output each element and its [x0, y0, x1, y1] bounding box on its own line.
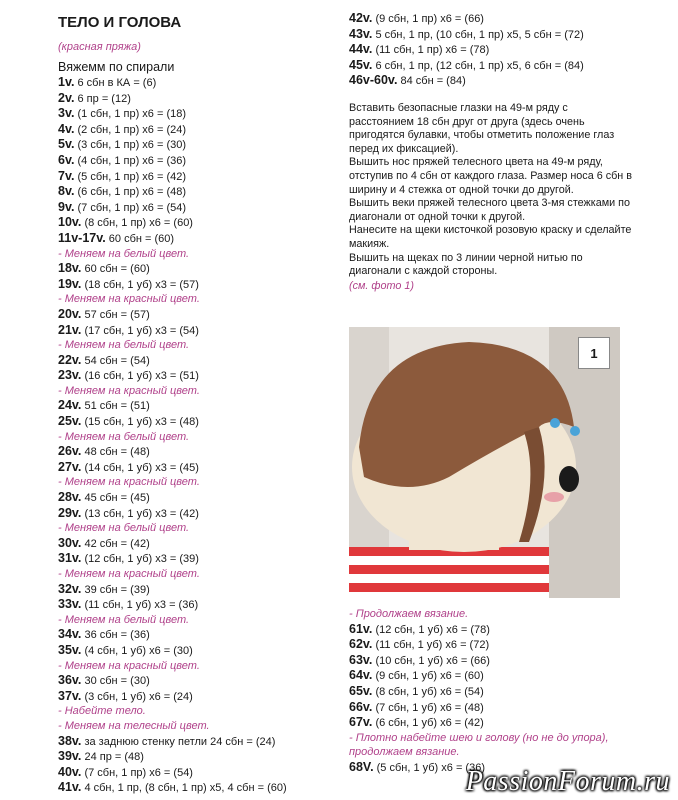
instruction-paragraph: Нанесите на щеки кисточкой розовую краску и сделайте макияж. — [349, 224, 632, 250]
pattern-note: - Меняем на телесный цвет. — [58, 719, 210, 732]
pattern-row — [58, 231, 333, 247]
row-instruction: 54 сбн = (54) — [81, 354, 150, 367]
pattern-row — [58, 106, 333, 122]
row-number: 66v. — [349, 699, 373, 714]
row-number: 43v. — [349, 26, 373, 41]
row-number: 26v. — [58, 444, 82, 459]
row-instruction: (11 сбн, 1 пр) х6 = (78) — [372, 44, 490, 57]
pattern-row — [58, 368, 333, 384]
left-row-list — [58, 75, 333, 796]
pattern-row — [58, 490, 333, 506]
pattern-note: - Меняем на белый цвет. — [58, 522, 190, 535]
row-number: 18v. — [58, 261, 82, 276]
photo-reference: (см. фото 1) — [349, 279, 415, 292]
doll-photo — [349, 327, 620, 598]
row-number: 7v. — [58, 168, 75, 183]
pattern-row — [349, 715, 634, 731]
row-number: 36v. — [58, 673, 82, 688]
row-number: 25v. — [58, 414, 82, 429]
row-number: 46v-60v. — [349, 73, 398, 88]
pattern-note: - Меняем на белый цвет. — [58, 613, 190, 626]
row-number: 27v. — [58, 459, 82, 474]
row-number: 32v. — [58, 581, 82, 596]
row-number: 21v. — [58, 322, 82, 337]
row-instruction: 24 пр = (48) — [81, 751, 144, 764]
row-instruction: 39 сбн = (39) — [81, 583, 150, 596]
pattern-row — [349, 700, 634, 716]
pattern-row — [58, 169, 333, 185]
row-number: 11v-17v. — [58, 230, 106, 245]
pattern-note: - Продолжаем вязание. — [349, 608, 469, 620]
row-instruction: (7 сбн, 1 пр) х6 = (54) — [74, 201, 187, 214]
row-number: 37v. — [58, 688, 82, 703]
row-instruction: за заднюю стенку петли 24 сбн = (24) — [81, 735, 276, 748]
continuation-block — [349, 607, 634, 776]
pattern-note: - Меняем на красный цвет. — [58, 659, 200, 672]
row-number: 65v. — [349, 683, 373, 698]
row-number: 20v. — [58, 306, 82, 321]
row-number: 39v. — [58, 749, 82, 764]
row-instruction: (12 сбн, 1 уб) х3 = (39) — [81, 553, 199, 566]
row-instruction: 5 сбн, 1 пр, (10 сбн, 1 пр) х5, 5 сбн = (72) — [372, 28, 584, 41]
row-number: 41v. — [58, 780, 82, 795]
pattern-row — [58, 122, 333, 138]
pattern-row — [349, 58, 634, 74]
row-number: 4v. — [58, 121, 75, 136]
row-instruction: (11 сбн, 1 уб) х6 = (72) — [372, 639, 490, 652]
pattern-row — [58, 734, 333, 750]
pattern-row — [58, 75, 333, 91]
row-instruction: 84 сбн = (84) — [397, 75, 466, 88]
row-instruction: 6 пр = (12) — [74, 92, 131, 105]
pattern-row — [58, 277, 333, 293]
pattern-row — [58, 200, 333, 216]
row-instruction: (12 сбн, 1 уб) х6 = (78) — [372, 623, 490, 636]
row-instruction: (6 сбн, 1 уб) х6 = (42) — [372, 717, 484, 730]
pattern-row — [58, 444, 333, 460]
row-instruction: (10 сбн, 1 уб) х6 = (66) — [372, 654, 490, 667]
row-instruction: (18 сбн, 1 уб) х3 = (57) — [81, 278, 199, 291]
pattern-row — [58, 597, 333, 613]
row-number: 63v. — [349, 652, 373, 667]
pattern-row — [58, 689, 333, 705]
instruction-paragraph: Вышить на щеках по 3 линии черной нитью по диагонали с каждой стороны. — [349, 251, 583, 278]
row-instruction: (2 сбн, 1 пр) х6 = (24) — [74, 123, 187, 136]
pattern-row — [58, 307, 333, 323]
pattern-row — [58, 137, 333, 153]
row-instruction: (5 сбн, 1 пр) х6 = (42) — [74, 170, 187, 183]
row-number: 5v. — [58, 137, 75, 152]
pattern-row — [349, 27, 634, 43]
pattern-note: - Меняем на белый цвет. — [58, 430, 190, 443]
pattern-row — [349, 668, 634, 684]
row-number: 29v. — [58, 505, 82, 520]
row-number: 68V. — [349, 759, 374, 774]
row-instruction: (13 сбн, 1 уб) х3 = (42) — [81, 507, 199, 520]
pattern-row — [58, 551, 333, 567]
pattern-note: - Меняем на красный цвет. — [58, 476, 200, 489]
row-number: 2v. — [58, 90, 75, 105]
row-instruction: (4 сбн, 1 пр) х6 = (36) — [74, 154, 187, 167]
photo-number-badge: 1 — [578, 337, 610, 369]
row-number: 33v. — [58, 597, 82, 612]
row-number: 31v. — [58, 551, 82, 566]
row-number: 45v. — [349, 57, 373, 72]
row-instruction: 57 сбн = (57) — [81, 308, 150, 321]
pattern-note: - Плотно набейте шею и голову (но не до упора), продолжаем вязание. — [349, 731, 609, 759]
row-number: 19v. — [58, 276, 82, 291]
instructions-block — [349, 102, 634, 279]
pattern-row — [58, 398, 333, 414]
row-number: 8v. — [58, 184, 75, 199]
pattern-row — [58, 765, 333, 781]
pattern-row — [349, 42, 634, 58]
row-instruction: (17 сбн, 1 уб) х3 = (54) — [81, 324, 199, 337]
row-number: 10v. — [58, 215, 82, 230]
row-number: 24v. — [58, 398, 82, 413]
right-row-list — [349, 11, 634, 89]
row-number: 30v. — [58, 535, 82, 550]
row-instruction: 60 сбн = (60) — [81, 263, 150, 276]
instruction-paragraph: Вышить нос пряжей телесного цвета на 49-м ряду, отступив по 4 сбн от каждого глаза. Размер носа 6 сбн в ширину и 4 стежка от одной точки до другой. — [349, 156, 632, 196]
row-instruction: 4 сбн, 1 пр, (8 сбн, 1 пр) х5, 4 сбн = (60) — [81, 782, 287, 795]
pattern-note: - Меняем на красный цвет. — [58, 384, 200, 397]
row-instruction: (7 сбн, 1 пр) х6 = (54) — [81, 766, 193, 779]
row-instruction: (8 сбн, 1 пр) х6 = (60) — [81, 217, 193, 230]
pattern-row — [349, 684, 634, 700]
pattern-row — [349, 653, 634, 669]
left-column — [58, 0, 333, 796]
row-number: 28v. — [58, 490, 82, 505]
pattern-note: - Набейте тело. — [58, 705, 146, 718]
row-instruction: 30 сбн = (30) — [81, 675, 150, 688]
pattern-note: - Меняем на красный цвет. — [58, 293, 200, 306]
row-number: 34v. — [58, 627, 82, 642]
pattern-row — [349, 637, 634, 653]
row-instruction: (4 сбн, 1 уб) х6 = (30) — [81, 644, 193, 657]
pattern-row — [349, 11, 634, 27]
row-number: 38v. — [58, 733, 82, 748]
pattern-row — [58, 215, 333, 231]
row-instruction: 45 сбн = (45) — [81, 492, 150, 505]
pattern-row — [58, 673, 333, 689]
pattern-row — [58, 643, 333, 659]
row-instruction: (3 сбн, 1 пр) х6 = (30) — [74, 139, 187, 152]
instruction-paragraph: Вставить безопасные глазки на 49-м ряду с расстоянием 18 сбн друг от друга (здесь очень пригодятся булавки, чтобы отметить положение глаз перед их фиксацией). — [349, 101, 615, 155]
pattern-row — [58, 749, 333, 765]
row-number: 44v. — [349, 42, 373, 57]
pattern-row — [58, 627, 333, 643]
pattern-row — [58, 323, 333, 339]
row-instruction: 6 сбн в КА = (6) — [74, 77, 157, 89]
row-instruction: 60 сбн = (60) — [105, 232, 175, 245]
row-instruction: 36 сбн = (36) — [81, 629, 150, 642]
row-instruction: (16 сбн, 1 уб) х3 = (51) — [81, 370, 199, 383]
row-instruction: (15 сбн, 1 уб) х3 = (48) — [81, 416, 199, 429]
row-number: 6v. — [58, 152, 75, 167]
row-number: 9v. — [58, 199, 75, 214]
pattern-row — [58, 353, 333, 369]
bottom-row-list — [349, 607, 634, 776]
pattern-row — [349, 73, 634, 89]
row-number: 22v. — [58, 352, 82, 367]
row-number: 35v. — [58, 642, 82, 657]
pattern-row — [58, 460, 333, 476]
instruction-paragraph: Вышить веки пряжей телесного цвета 3-мя стежками по диагонали от одной точки к другой. — [349, 197, 631, 223]
row-number: 23v. — [58, 368, 82, 383]
row-instruction: 6 сбн, 1 пр, (12 сбн, 1 пр) х5, 6 сбн = (84) — [372, 59, 584, 72]
pattern-row — [58, 506, 333, 522]
row-number: 61v. — [349, 621, 373, 636]
row-instruction: (11 сбн, 1 уб) х3 = (36) — [81, 599, 199, 612]
right-column — [349, 0, 634, 293]
pattern-row — [58, 91, 333, 107]
intro-text: Вяжемм по спирали — [58, 60, 175, 74]
yarn-color-note: (красная пряжа) — [58, 41, 141, 53]
row-number: 3v. — [58, 106, 75, 121]
pattern-note: - Меняем на белый цвет. — [58, 247, 190, 260]
row-number: 62v. — [349, 637, 373, 652]
pattern-row — [58, 780, 333, 796]
row-number: 40v. — [58, 764, 82, 779]
row-instruction: (1 сбн, 1 пр) х6 = (18) — [74, 108, 187, 121]
pattern-row — [58, 184, 333, 200]
row-instruction: 51 сбн = (51) — [81, 400, 150, 413]
pattern-row — [58, 414, 333, 430]
row-instruction: (9 сбн, 1 пр) х6 = (66) — [372, 13, 484, 25]
row-number: 1v. — [58, 75, 75, 89]
pattern-note: - Меняем на белый цвет. — [58, 339, 190, 352]
row-instruction: (8 сбн, 1 уб) х6 = (54) — [372, 685, 484, 698]
page-title: ТЕЛО И ГОЛОВА — [58, 14, 182, 31]
row-instruction: (3 сбн, 1 уб) х6 = (24) — [81, 690, 193, 703]
row-number: 64v. — [349, 668, 373, 683]
pattern-row — [58, 582, 333, 598]
pattern-row — [58, 261, 333, 277]
pattern-row — [349, 622, 634, 638]
row-number: 42v. — [349, 11, 373, 25]
watermark: PassionForum.ru — [465, 766, 670, 797]
pattern-row — [58, 536, 333, 552]
row-instruction: (9 сбн, 1 уб) х6 = (60) — [372, 670, 484, 683]
pattern-note: - Меняем на красный цвет. — [58, 568, 200, 580]
row-instruction: (14 сбн, 1 уб) х3 = (45) — [81, 461, 199, 474]
row-instruction: 48 сбн = (48) — [81, 446, 150, 459]
row-instruction: 42 сбн = (42) — [81, 537, 150, 550]
row-instruction: (6 сбн, 1 пр) х6 = (48) — [74, 186, 187, 199]
row-number: 67v. — [349, 715, 373, 730]
row-instruction: (7 сбн, 1 уб) х6 = (48) — [372, 701, 484, 714]
pattern-row — [58, 153, 333, 169]
row-instruction: (5 сбн, 1 уб) х6 = (36) — [373, 761, 485, 774]
